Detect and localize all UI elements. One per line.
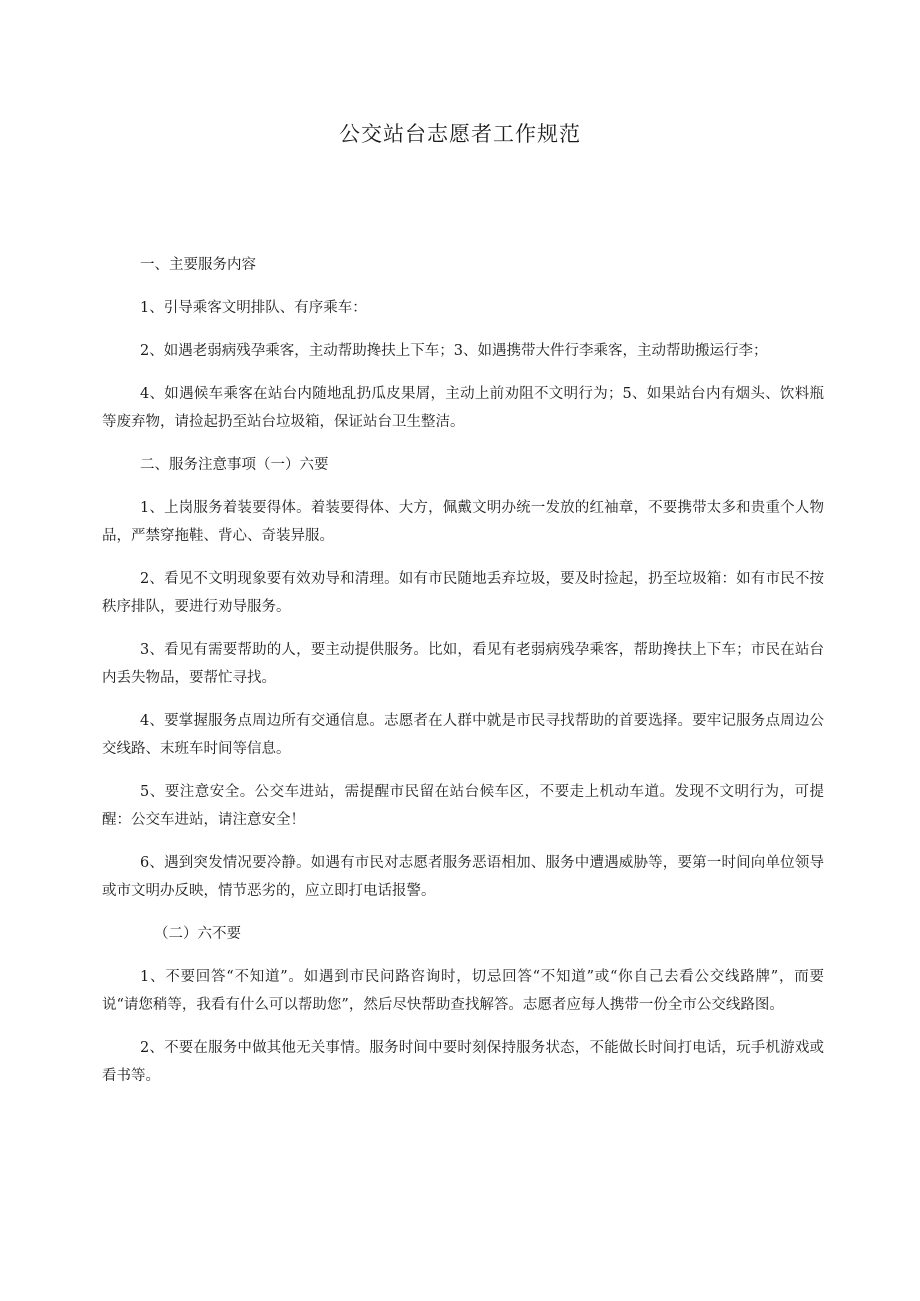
paragraph: 2、不要在服务中做其他无关事情。服务时间中要时刻保持服务状态，不能做长时间打电话，玩手机游戏或看书等。 [102,1040,824,1084]
paragraph: 4、要掌握服务点周边所有交通信息。志愿者在人群中就是市民寻找帮助的首要选择。要牢记服务点周边公交线路、末班车时间等信息。 [102,713,824,757]
paragraph: 1、引导乘客文明排队、有序乘车： [140,300,367,316]
paragraph: 5、要注意安全。公交车进站，需提醒市民留在站台候车区，不要走上机动车道。发现不文明行为，可提醒：公交车进站，请注意安全！ [102,784,824,828]
paragraph: 1、不要回答“不知道”。如遇到市民问路咨询时，切忌回答“不知道”或“你自己去看公交线路牌”，而要说“请您稍等，我看有什么可以帮助您”，然后尽快帮助查找解答。志愿者应每人携带一份全市公交线路图。 [102,969,824,1013]
section-heading-main-services: 一、主要服务内容 [140,257,256,273]
paragraph: 3、看见有需要帮助的人，要主动提供服务。比如，看见有老弱病残孕乘客，帮助搀扶上下车；市民在站台内丢失物品，要帮忙寻找。 [102,642,824,686]
paragraph: 6、遇到突发情况要冷静。如遇有市民对志愿者服务恶语相加、服务中遭遇威胁等，要第一时间向单位领导或市文明办反映，情节恶劣的，应立即打电话报警。 [102,855,824,899]
paragraph: 2、看见不文明现象要有效劝导和清理。如有市民随地丢弃垃圾，要及时捡起，扔至垃圾箱：如有市民不按秩序排队，要进行劝导服务。 [102,571,824,615]
section-heading-service-notes: 二、服务注意事项（一）六要 [140,457,329,473]
paragraph: 2、如遇老弱病残孕乘客，主动帮助搀扶上下车；3、如遇携带大件行李乘客，主动帮助搬运行李； [140,343,768,359]
page-title: 公交站台志愿者工作规范 [339,122,581,146]
subsection-heading-six-donts: （二）六不要 [154,926,241,942]
document-body [102,251,824,1105]
paragraph: 1、上岗服务着装要得体。着装要得体、大方，佩戴文明办统一发放的红袖章，不要携带太多和贵重个人物品，严禁穿拖鞋、背心、奇装异服。 [102,500,824,544]
paragraph: 4、如遇候车乘客在站台内随地乱扔瓜皮果屑，主动上前劝阻不文明行为；5、如果站台内有烟头、饮料瓶等废弃物，请捡起扔至站台垃圾箱，保证站台卫生整洁。 [102,386,824,430]
